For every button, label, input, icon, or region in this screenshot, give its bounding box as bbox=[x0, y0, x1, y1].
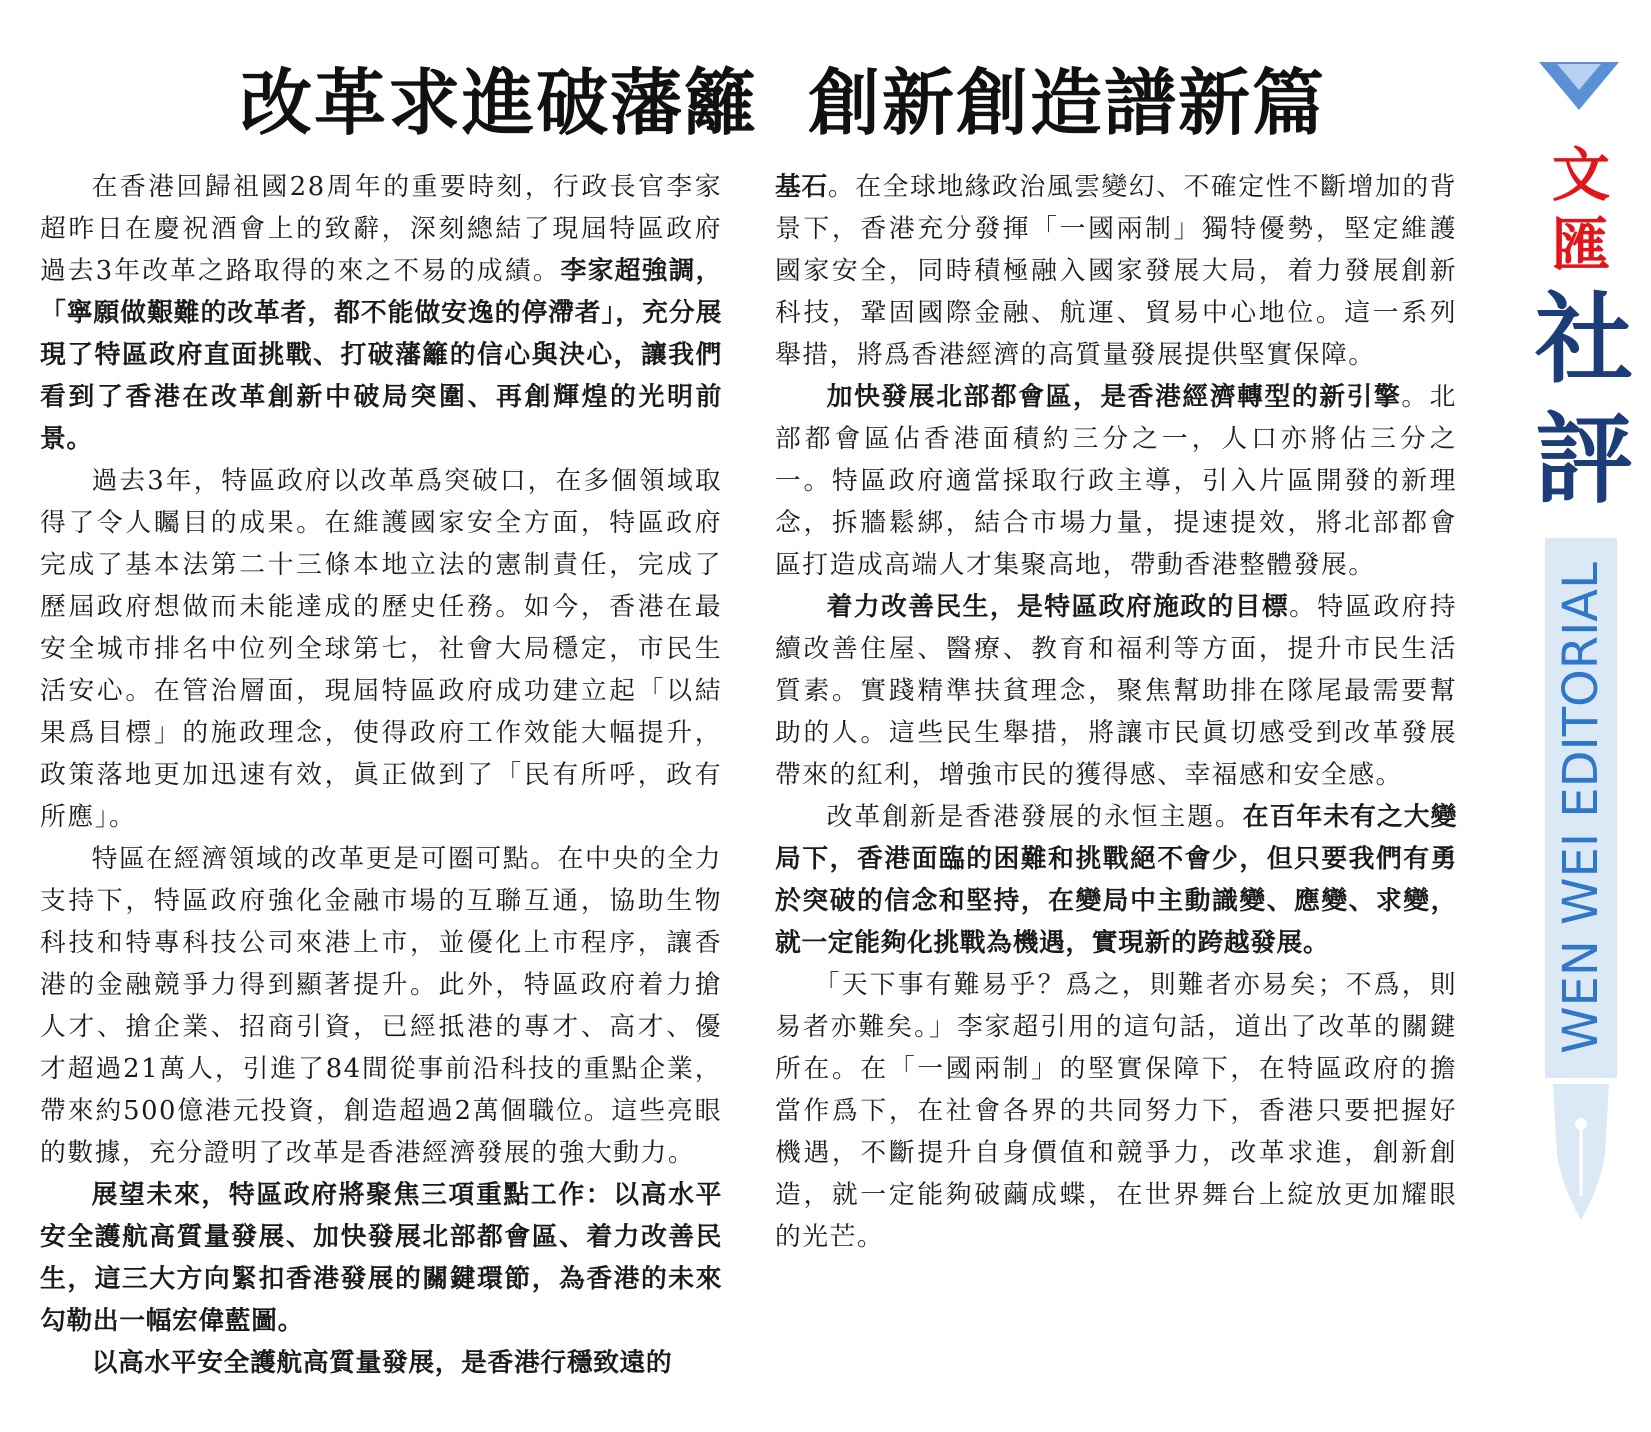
masthead-english-band bbox=[1545, 538, 1617, 1078]
paragraph-6-normal: 。北部都會區佔香港面積約三分之一，人口亦將佔三分之一。特區政府適當採取行政主導，引入片區開發的新理念，拆牆鬆綁，結合市場力量，提速提效，將北部都會區打造成高端人才集聚高地，帶動香港整體發展。 bbox=[775, 382, 1457, 580]
paragraph-7-bold: 着力改善民生，是特區政府施政的目標 bbox=[826, 592, 1290, 622]
paragraph-5-start bbox=[40, 1342, 722, 1384]
paragraph-7-normal: 。特區政府持續改善住屋、醫療、教育和福利等方面，提升市民生活質素。實踐精準扶貧理念，聚焦幫助排在隊尾最需要幫助的人。這些民生舉措，將讓市民眞切感受到改革發展帶來的紅利，增強市民的獲得感、幸福感和安全感。 bbox=[775, 592, 1457, 790]
paragraph-2: 過去3年，特區政府以改革爲突破口，在多個領域取得了令人矚目的成果。在維護國家安全方面，特區政府完成了基本法第二十三條本地立法的憲制責任，完成了歷屆政府想做而未能達成的歷史任務。如今，香港在最安全城市排名中位列全球第七，社會大局穩定，市民生活安心。在管治層面，現屆特區政府成功建立起「以結果爲目標」的施政理念，使得政府工作效能大幅提升，政策落地更加迅速有效，眞正做到了「民有所呼，政有所應」。 bbox=[40, 466, 722, 832]
headline bbox=[240, 58, 1327, 148]
headline-part-2: 創新創造譜新篇 bbox=[808, 60, 1327, 145]
paragraph-5-continued-bold: 基石 bbox=[775, 172, 828, 202]
fountain-pen-nib-icon bbox=[1545, 1084, 1617, 1224]
masthead-brand: 文匯 bbox=[1551, 141, 1610, 279]
paragraph-8 bbox=[775, 796, 1457, 964]
paragraph-1-normal: 在香港回歸祖國28周年的重要時刻，行政長官李家超昨日在慶祝酒會上的致辭，深刻總結了現屆特區政府過去3年改革之路取得的來之不易的成績。 bbox=[40, 172, 722, 286]
paragraph-4 bbox=[40, 1174, 722, 1342]
paragraph-5-continued bbox=[775, 166, 1457, 376]
headline-part-1: 改革求進破藩籬 bbox=[240, 60, 759, 145]
paragraph-5-start-bold: 以高水平安全護航高質量發展，是香港行穩致遠的 bbox=[91, 1348, 673, 1378]
paragraph-4-bold: 展望未來，特區政府將聚焦三項重點工作：以高水平安全護航高質量發展、加快發展北部都會區、着力改善民生，這三大方向緊扣香港發展的關鍵環節，為香港的未來勾勒出一幅宏偉藍圖。 bbox=[40, 1180, 722, 1336]
triangle-marker-icon bbox=[1539, 62, 1619, 110]
right-column bbox=[775, 166, 1457, 1258]
masthead bbox=[1535, 60, 1635, 1260]
masthead-section-title: 社評 bbox=[1535, 282, 1634, 517]
paragraph-9: 「天下事有難易乎？爲之，則難者亦易矣；不爲，則易者亦難矣。」李家超引用的這句話，道出了改革的關鍵所在。在「一國兩制」的堅實保障下，在特區政府的擔當作爲下，在社會各界的共同努力下，香港只要把握好機遇，不斷提升自身價值和競爭力，改革求進，創新創造，就一定能夠破繭成蝶，在世界舞台上綻放更加耀眼的光芒。 bbox=[775, 970, 1457, 1252]
paragraph-1-bold: 李家超強調，「寧願做艱難的改革者，都不能做安逸的停滯者」，充分展現了特區政府直面挑戰、打破藩籬的信心與決心，讓我們看到了香港在改革創新中破局突圍、再創輝煌的光明前景。 bbox=[40, 256, 722, 454]
paragraph-3: 特區在經濟領域的改革更是可圈可點。在中央的全力支持下，特區政府強化金融市場的互聯互通，協助生物科技和特專科技公司來港上市，並優化上市程序，讓香港的金融競爭力得到顯著提升。此外，特區政府着力搶人才、搶企業、招商引資，已經抵港的專才、高才、優才超過21萬人，引進了84間從事前沿科技的重點企業，帶來約500億港元投資，創造超過2萬個職位。這些亮眼的數據，充分證明了改革是香港經濟發展的強大動力。 bbox=[40, 844, 722, 1168]
left-column bbox=[40, 166, 722, 1384]
paragraph-1 bbox=[40, 166, 722, 460]
paragraph-8-bold: 在百年未有之大變局下，香港面臨的困難和挑戰絕不會少，但只要我們有勇於突破的信念和堅持，在變局中主動識變、應變、求變，就一定能夠化挑戰為機遇，實現新的跨越發展。 bbox=[775, 802, 1457, 958]
paragraph-6-bold: 加快發展北部都會區，是香港經濟轉型的新引擎 bbox=[826, 382, 1402, 412]
paragraph-5-continued-normal: 。在全球地緣政治風雲變幻、不確定性不斷增加的背景下，香港充分發揮「一國兩制」獨特優勢，堅定維護國家安全，同時積極融入國家發展大局，着力發展創新科技，鞏固國際金融、航運、貿易中心地位。這一系列舉措，將爲香港經濟的高質量發展提供堅實保障。 bbox=[775, 172, 1457, 370]
paragraph-7 bbox=[775, 586, 1457, 796]
masthead-english-label: WEN WEI EDITORIAL bbox=[1553, 562, 1609, 1054]
paragraph-8-normal: 改革創新是香港發展的永恒主題。 bbox=[826, 802, 1243, 832]
paragraph-6 bbox=[775, 376, 1457, 586]
